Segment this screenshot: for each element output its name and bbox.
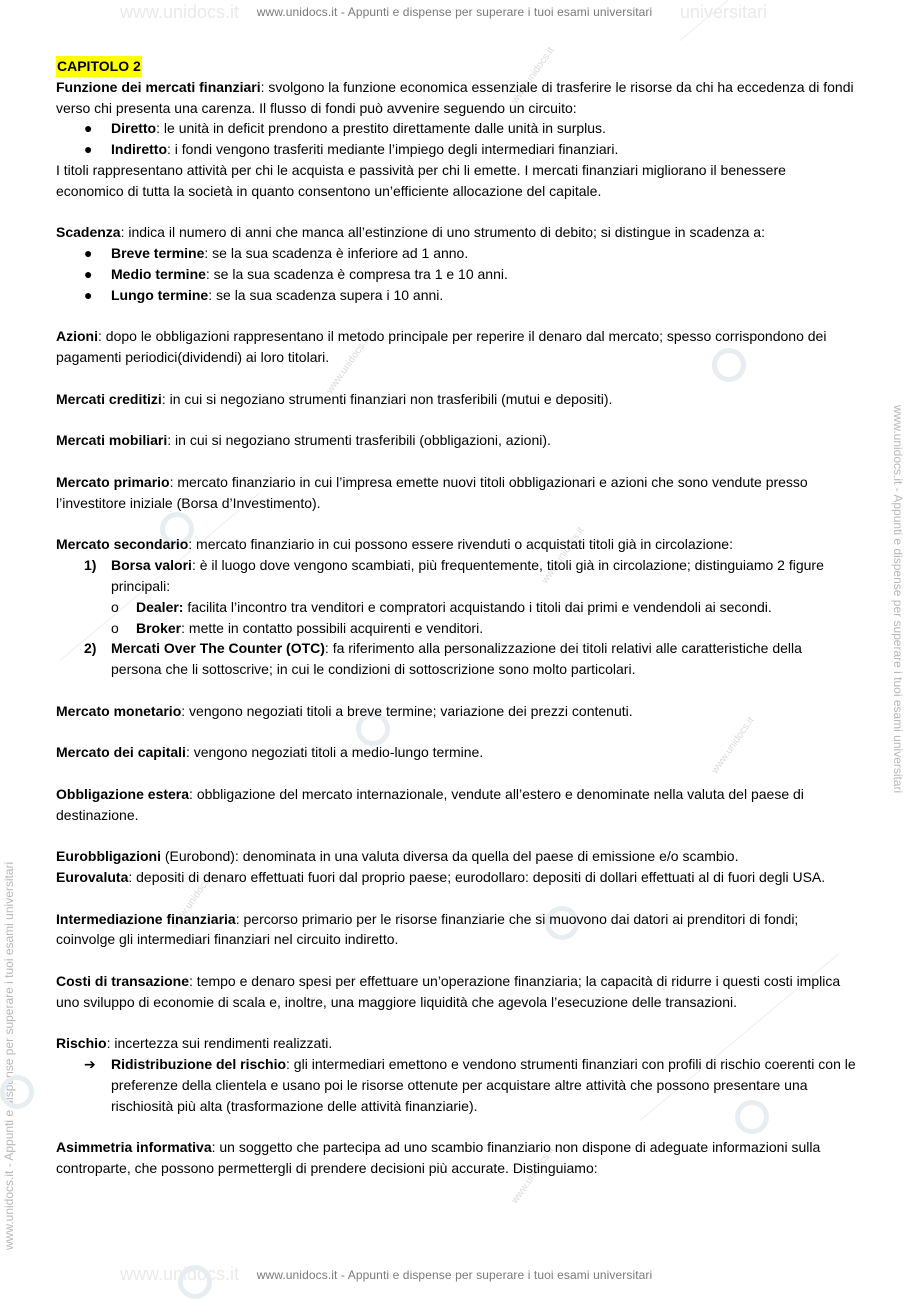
bullet-icon: ● — [84, 286, 93, 303]
term: Lungo termine — [111, 286, 209, 303]
paragraph-funzione — [56, 77, 856, 119]
paragraph-azioni — [56, 326, 856, 368]
term: Diretto — [111, 120, 157, 137]
definition-text: (Eurobond): denominata in una valuta diversa da quella del paese di emissione e/o scambio. — [161, 848, 739, 865]
paragraph-titoli: I titoli rappresentano attività per chi le acquista e passività per chi li emette. I mercati finanziari migliorano il benessere economico di tutta la società in quanto consentono un’efficiente allocazione del capitale. — [56, 161, 786, 199]
definition-text: : svolgono la funzione economica essenziale di trasferire le risorse da chi ha eccedenza di fondi verso chi presenta una carenza. Il flusso di fondi può avvenire seguendo un circuito: — [56, 78, 854, 116]
bullet-icon: ● — [84, 120, 93, 137]
watermark-header: www.unidocs.it - Appunti e dispense per superare i tuoi esami universitari — [256, 5, 653, 19]
bullet-icon: ● — [84, 141, 93, 158]
paragraph-rischio — [56, 1033, 856, 1054]
bullet-item — [56, 264, 856, 285]
definition-text: : vengono negoziati titoli a medio-lungo termine. — [185, 744, 484, 761]
term: Costi di transazione — [56, 973, 190, 990]
paragraph-intermediazione — [56, 909, 856, 951]
bullet-item — [56, 285, 856, 306]
document-body — [56, 56, 856, 1179]
watermark-diagonal-text: www.unidocs.it — [709, 715, 757, 776]
definition-text: : in cui si negoziano strumenti trasferibili (obbligazioni, azioni). — [167, 432, 551, 449]
definition-text: : gli intermediari emettono e vendono strumenti finanziari con profili di rischio coerenti con le preferenze della clientela e usano poi le risorse ottenute per acquistare altre attività che possono presentare una rischiosità più alta (trasformazione delle attività finanziarie). — [111, 1056, 856, 1114]
paragraph-mercato-primario — [56, 472, 856, 514]
paragraph-mercato-secondario — [56, 534, 856, 555]
chapter-heading — [56, 56, 856, 77]
definition-text: : fa riferimento alla personalizzazione dei titoli relativi alle caratteristiche della persona che li sottoscrive; in cui le condizioni di sottoscrizione sono molto particolari. — [111, 640, 802, 678]
definition-text: facilita l’incontro tra venditori e compratori acquistando i titoli dai primi e vendendoli ai secondi. — [183, 598, 772, 615]
term: Azioni — [56, 328, 98, 345]
term: Mercato monetario — [56, 702, 182, 719]
definition-text: : se la sua scadenza è inferiore ad 1 anno. — [204, 245, 469, 262]
sub-bullet-item — [56, 597, 856, 618]
paragraph-asimmetria — [56, 1137, 856, 1179]
bullet-item — [56, 118, 856, 139]
watermark-footer: www.unidocs.it - Appunti e dispense per superare i tuoi esami universitari — [256, 1268, 653, 1282]
term: Broker — [136, 619, 182, 636]
definition-text: : mette in contatto possibili acquirenti e venditori. — [181, 619, 484, 636]
term: Intermediazione finanziaria — [56, 910, 236, 927]
term: Asimmetria informativa — [56, 1139, 212, 1156]
term: Mercati creditizi — [56, 390, 162, 407]
definition-text: : in cui si negoziano strumenti finanziari non trasferibili (mutui e depositi). — [161, 390, 613, 407]
watermark-logo-icon — [178, 1265, 212, 1299]
numbered-item — [56, 638, 856, 680]
watermark-diagonal-text: www.unidocs.it — [324, 335, 372, 396]
term: Ridistribuzione del rischio — [111, 1056, 287, 1073]
term: Rischio — [56, 1035, 107, 1052]
paragraph-eurovaluta — [56, 867, 856, 888]
paragraph-obbligazione-estera — [56, 784, 856, 826]
paragraph-mercati-mobiliari — [56, 430, 856, 451]
definition-text: : incertezza sui rendimenti realizzati. — [106, 1035, 333, 1052]
term: Mercato dei capitali — [56, 744, 186, 761]
arrow-right-icon: ➔ — [84, 1056, 96, 1073]
paragraph-mercato-capitali — [56, 742, 856, 763]
list-number: 1) — [84, 557, 97, 574]
definition-text: : se la sua scadenza supera i 10 anni. — [208, 286, 444, 303]
term: Eurobbligazioni — [56, 848, 161, 865]
term: Mercati Over The Counter (OTC) — [111, 640, 325, 657]
circle-bullet-icon: o — [111, 598, 119, 615]
bullet-icon: ● — [84, 245, 93, 262]
definition-text: : obbligazione del mercato internazionale, vendute all’estero e denominate nella valuta del paese di destinazione. — [56, 785, 804, 823]
term: Dealer: — [136, 598, 184, 615]
definition-text: : tempo e denaro spesi per effettuare un’operazione finanziaria; la capacità di ridurre i questi costi implica uno sviluppo di economie di scala e, inoltre, una maggiore liquidità che agevola l’esecuzione delle transazioni. — [56, 973, 841, 1010]
bullet-item — [56, 139, 856, 160]
definition-text: : dopo le obbligazioni rappresentano il metodo principale per reperire il denaro dal mercato; spesso corrispondono dei pagamenti periodici(dividendi) ai loro titolari. — [56, 328, 827, 366]
term: Funzione dei mercati finanziari — [56, 78, 261, 95]
definition-text: : mercato finanziario in cui l’impresa emette nuovi titoli obbligazionari e azioni che sono vendute presso l’investitore iniziale (Borsa d’Investimento). — [56, 473, 808, 511]
watermark-left-vertical: www.unidocs.it - Appunti e dispense per superare i tuoi esami universitari — [2, 861, 16, 1250]
paragraph-eurobbligazioni — [56, 846, 856, 867]
term: Scadenza — [56, 224, 121, 241]
watermark-ghost-bottom: www.unidocs.it — [120, 1264, 240, 1284]
watermark-diagonal-text: www.unidocs.it — [509, 45, 557, 106]
term: Borsa valori — [111, 557, 192, 574]
paragraph-scadenza — [56, 222, 856, 243]
numbered-item — [56, 555, 856, 597]
term: Medio termine — [111, 265, 206, 282]
term: Obbligazione estera — [56, 785, 190, 802]
watermark-ghost-top-right: universitari — [680, 2, 768, 22]
term: Eurovaluta — [56, 869, 129, 886]
definition-text: : le unità in deficit prendono a prestito direttamente dalle unità in surplus. — [156, 120, 606, 137]
watermark-diagonal-text: www.unidocs.it — [539, 525, 587, 586]
watermark-diagonal-text: www.unidocs.it — [509, 1145, 557, 1206]
term: Mercato primario — [56, 473, 170, 490]
term: Breve termine — [111, 245, 205, 262]
list-number: 2) — [84, 640, 97, 657]
definition-text: : indica il numero di anni che manca all’estinzione di uno strumento di debito; si distingue in scadenza a: — [120, 224, 765, 241]
definition-text: : un soggetto che partecipa ad uno scambio finanziario non dispone di adeguate informazioni sulla controparte, che possono permettergli di prendere decisioni più accurate. Distinguiamo: — [56, 1139, 821, 1177]
definition-text: : mercato finanziario in cui possono essere rivenduti o acquistati titoli già in circolazione: — [188, 536, 733, 553]
watermark-logo-icon — [0, 1075, 34, 1109]
definition-text: : depositi di denaro effettuati fuori dal proprio paese; eurodollaro: depositi di dollari effettuati al di fuori degli USA. — [128, 869, 826, 886]
definition-text: : è il luogo dove vengono scambiati, più frequentemente, titoli già in circolazione; distinguiamo 2 figure principali: — [111, 557, 824, 594]
definition-text: : i fondi vengono trasferiti mediante l’impiego degli intermediari finanziari. — [167, 141, 619, 158]
arrow-item — [56, 1054, 856, 1116]
paragraph-mercato-monetario — [56, 701, 856, 722]
paragraph-mercati-creditizi — [56, 389, 856, 410]
definition-text: : vengono negoziati titoli a breve termine; variazione dei prezzi contenuti. — [181, 702, 633, 719]
definition-text: : se la sua scadenza è compresa tra 1 e 10 anni. — [205, 265, 508, 282]
paragraph-costi-transazione — [56, 971, 856, 1013]
circle-bullet-icon: o — [111, 619, 119, 636]
term: Mercati mobiliari — [56, 432, 168, 449]
watermark-diagonal-text: www.unidocs.it — [169, 870, 217, 931]
watermark-right-vertical: www.unidocs.it - Appunti e dispense per superare i tuoi esami universitari — [891, 405, 905, 794]
term: Mercato secondario — [56, 536, 189, 553]
definition-text: : percorso primario per le risorse finanziarie che si muovono dai datori ai prenditori di fondi; coinvolge gli intermediari finanziari nel circuito indiretto. — [56, 910, 799, 948]
bullet-item — [56, 243, 856, 264]
chapter-title: CAPITOLO 2 — [56, 56, 142, 77]
term: Indiretto — [111, 141, 167, 158]
watermark-ghost-top: www.unidocs.it — [120, 2, 240, 22]
bullet-icon: ● — [84, 265, 93, 282]
sub-bullet-item — [56, 618, 856, 639]
